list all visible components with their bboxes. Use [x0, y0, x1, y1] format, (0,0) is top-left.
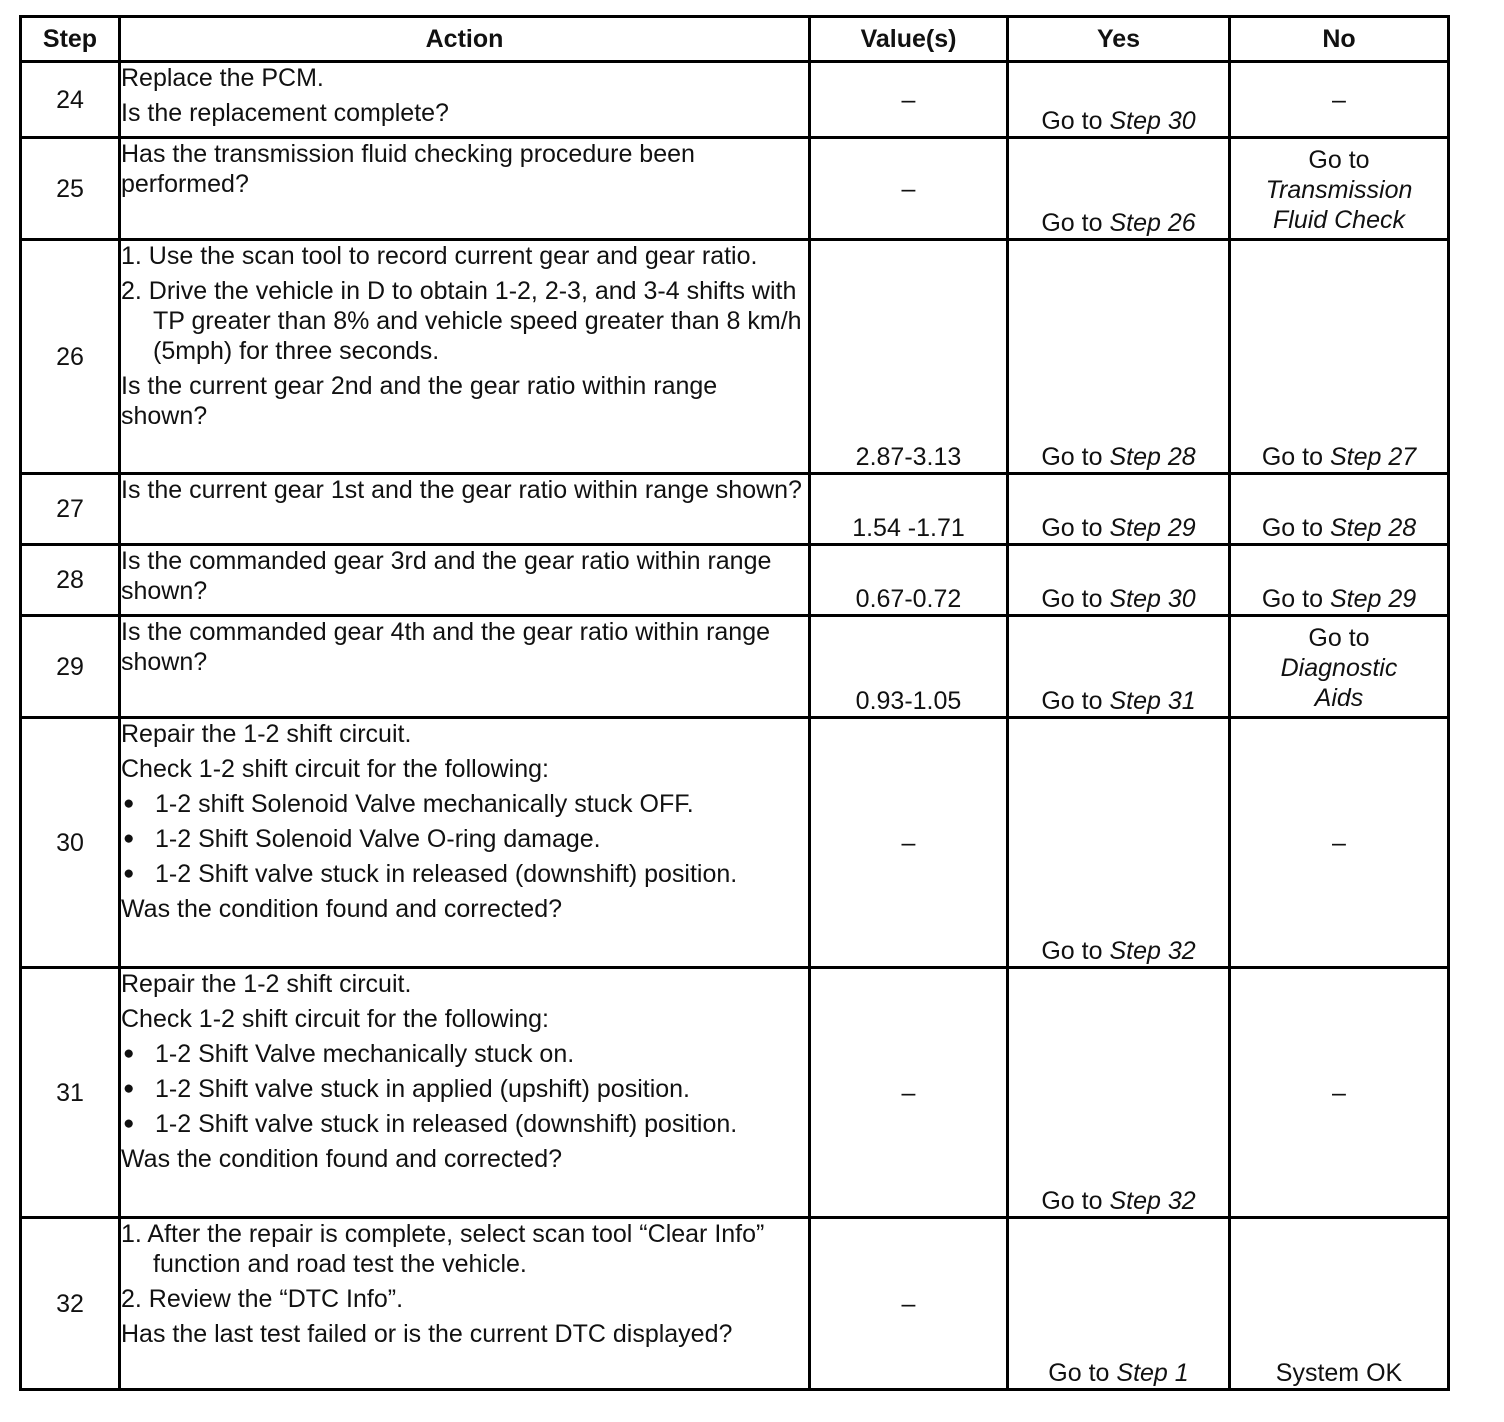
no-step-ref: Step 29	[1329, 585, 1417, 613]
step-number: 29	[21, 616, 120, 718]
table-row	[21, 138, 1449, 240]
yes-step-ref: Step 31	[1109, 687, 1196, 715]
action-question: Is the current gear 2nd and the gear ratio within range shown?	[121, 372, 718, 430]
value-cell: –	[810, 1218, 1008, 1390]
go-to-text: Go to	[1261, 443, 1323, 471]
table-row	[21, 474, 1449, 545]
no-cell: System OK	[1230, 1218, 1449, 1390]
bullet-item: ● 1-2 Shift Valve mechanically stuck on.	[121, 1039, 808, 1069]
action-question: Is the current gear 1st and the gear ratio within range shown?	[121, 476, 802, 504]
go-to-text: Go to	[1048, 1359, 1110, 1387]
value-cell: 0.93-1.05	[810, 616, 1008, 718]
bullet-item: ● 1-2 shift Solenoid Valve mechanically stuck OFF.	[121, 789, 808, 819]
action-question: Has the transmission fluid checking procedure been performed?	[121, 140, 695, 198]
step-number: 27	[21, 474, 120, 545]
go-to-text: Go to	[1041, 514, 1103, 542]
no-ref-line2: Fluid Check	[1273, 206, 1405, 234]
yes-cell	[1008, 616, 1230, 718]
action-question: Is the commanded gear 3rd and the gear ratio within range shown?	[121, 547, 772, 605]
step-number: 25	[21, 138, 120, 240]
step-number: 24	[21, 62, 120, 138]
value-cell: 1.54 -1.71	[810, 474, 1008, 545]
no-cell: –	[1230, 968, 1449, 1218]
action-text: Check 1-2 shift circuit for the following:	[121, 755, 549, 783]
no-step-ref: Step 28	[1329, 514, 1417, 542]
no-cell	[1230, 240, 1449, 474]
no-cell	[1230, 616, 1449, 718]
no-ref-line1: Diagnostic	[1280, 654, 1398, 682]
yes-step-ref: Step 30	[1109, 585, 1196, 613]
yes-cell	[1008, 718, 1230, 968]
table-row	[21, 616, 1449, 718]
no-cell: –	[1230, 62, 1449, 138]
no-cell	[1230, 138, 1449, 240]
step-number: 32	[21, 1218, 120, 1390]
no-cell: –	[1230, 718, 1449, 968]
step-number: 28	[21, 545, 120, 616]
action-question: Was the condition found and corrected?	[121, 895, 563, 923]
go-to-text: Go to	[1041, 209, 1103, 237]
yes-cell	[1008, 138, 1230, 240]
yes-step-ref: Step 29	[1109, 514, 1196, 542]
diagnostic-table	[19, 15, 1450, 1391]
action-cell	[120, 968, 810, 1218]
go-to-text: Go to	[1261, 585, 1323, 613]
value-cell: –	[810, 138, 1008, 240]
numbered-item: 2. Review the “DTC Info”.	[121, 1285, 404, 1313]
no-ref-line2: Aids	[1314, 684, 1364, 712]
table-row	[21, 968, 1449, 1218]
bullet-item: ● 1-2 Shift valve stuck in applied (upshift) position.	[121, 1074, 808, 1104]
no-ref-line1: Transmission	[1265, 176, 1413, 204]
value-cell: 0.67-0.72	[810, 545, 1008, 616]
action-cell	[120, 616, 810, 718]
header-yes: Yes	[1008, 17, 1230, 62]
yes-step-ref: Step 32	[1109, 1187, 1196, 1215]
action-cell	[120, 62, 810, 138]
header-values: Value(s)	[810, 17, 1008, 62]
value-cell: –	[810, 718, 1008, 968]
header-row	[21, 17, 1449, 62]
value-cell: –	[810, 968, 1008, 1218]
numbered-item: 1. After the repair is complete, select scan tool “Clear Info” function and road test the vehicle.	[121, 1220, 765, 1278]
table-row	[21, 240, 1449, 474]
action-cell	[120, 240, 810, 474]
action-question: Is the commanded gear 4th and the gear ratio within range shown?	[121, 618, 771, 676]
table-row	[21, 718, 1449, 968]
action-cell	[120, 474, 810, 545]
no-go-to: Go to	[1308, 146, 1370, 174]
yes-step-ref: Step 28	[1109, 443, 1196, 471]
numbered-item: 1. Use the scan tool to record current gear and gear ratio.	[121, 242, 758, 270]
action-text: Repair the 1-2 shift circuit.	[121, 970, 412, 998]
action-text: Replace the PCM.	[121, 64, 324, 92]
yes-step-ref: Step 26	[1109, 209, 1196, 237]
numbered-item: 2. Drive the vehicle in D to obtain 1-2, 2-3, and 3-4 shifts with TP greater than 8% and vehicle speed greater than 8 km/h (5mph) for three seconds.	[121, 277, 802, 365]
value-cell: –	[810, 62, 1008, 138]
yes-step-ref: Step 1	[1116, 1359, 1189, 1387]
yes-cell	[1008, 240, 1230, 474]
no-step-ref: Step 27	[1329, 443, 1417, 471]
action-question: Was the condition found and corrected?	[121, 1145, 563, 1173]
yes-cell	[1008, 474, 1230, 545]
action-cell	[120, 1218, 810, 1390]
bullet-item: ● 1-2 Shift Solenoid Valve O-ring damage.	[121, 824, 808, 854]
yes-step-ref: Step 30	[1109, 107, 1196, 135]
step-number: 31	[21, 968, 120, 1218]
table-row	[21, 62, 1449, 138]
go-to-text: Go to	[1041, 585, 1103, 613]
action-cell	[120, 545, 810, 616]
action-text: Check 1-2 shift circuit for the following:	[121, 1005, 549, 1033]
header-step: Step	[21, 17, 120, 62]
go-to-text: Go to	[1041, 443, 1103, 471]
no-go-to: Go to	[1308, 624, 1370, 652]
yes-cell	[1008, 968, 1230, 1218]
yes-cell	[1008, 62, 1230, 138]
action-cell	[120, 718, 810, 968]
go-to-text: Go to	[1041, 1187, 1103, 1215]
action-text: Repair the 1-2 shift circuit.	[121, 720, 412, 748]
go-to-text: Go to	[1041, 687, 1103, 715]
value-cell: 2.87-3.13	[810, 240, 1008, 474]
table-row	[21, 1218, 1449, 1390]
header-action: Action	[120, 17, 810, 62]
header-no: No	[1230, 17, 1449, 62]
bullet-item: ● 1-2 Shift valve stuck in released (downshift) position.	[121, 859, 808, 889]
go-to-text: Go to	[1261, 514, 1323, 542]
action-question: Is the replacement complete?	[121, 99, 449, 127]
step-number: 30	[21, 718, 120, 968]
no-cell	[1230, 545, 1449, 616]
action-question: Has the last test failed or is the current DTC displayed?	[121, 1320, 733, 1348]
action-cell	[120, 138, 810, 240]
bullet-item: ● 1-2 Shift valve stuck in released (downshift) position.	[121, 1109, 808, 1139]
yes-cell	[1008, 1218, 1230, 1390]
yes-cell	[1008, 545, 1230, 616]
step-number: 26	[21, 240, 120, 474]
go-to-text: Go to	[1041, 107, 1103, 135]
table-row	[21, 545, 1449, 616]
go-to-text: Go to	[1041, 937, 1103, 965]
yes-step-ref: Step 32	[1109, 937, 1196, 965]
no-cell	[1230, 474, 1449, 545]
